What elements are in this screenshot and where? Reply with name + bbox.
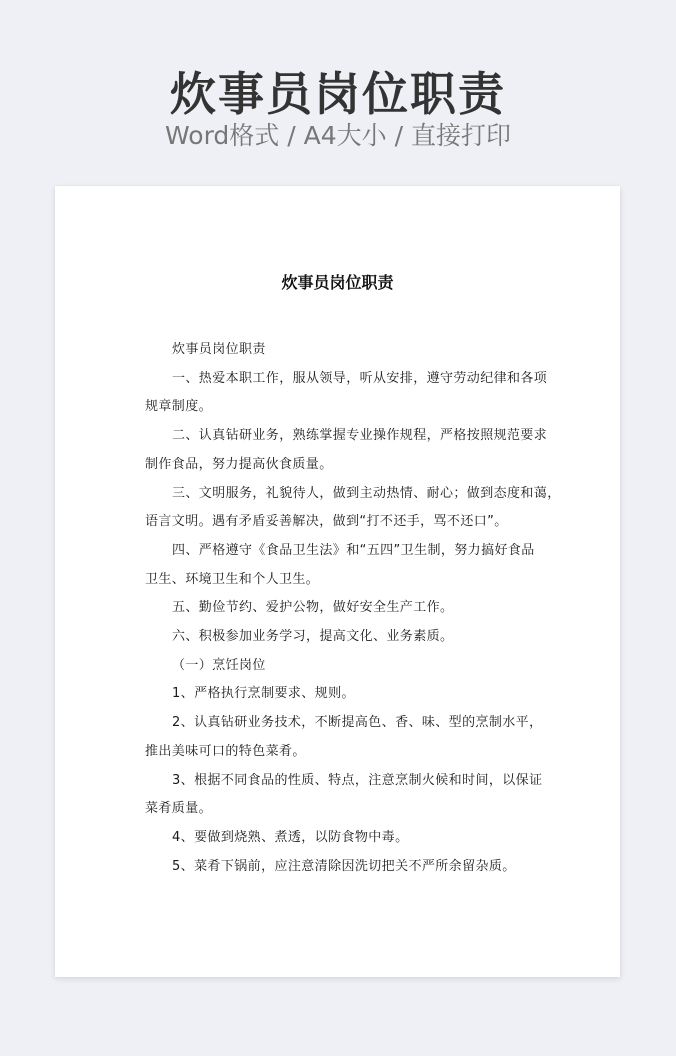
document-line: 四、严格遵守《食品卫生法》和“五四”卫生制，努力搞好食品 — [172, 542, 535, 558]
document-line: 规章制度。 — [145, 399, 213, 415]
document-line: 制作食品，努力提高伙食质量。 — [145, 456, 333, 472]
document-line: 六、积极参加业务学习，提高文化、业务素质。 — [172, 629, 454, 645]
document-line: 二、认真钻研业务，熟练掌握专业操作规程，严格按照规范要求 — [172, 428, 548, 444]
document-title: 炊事员岗位职责 — [281, 273, 394, 292]
document-line: 3、根据不同食品的性质、特点，注意烹制火候和时间，以保证 — [172, 772, 543, 788]
document-line: 三、文明服务，礼貌待人，做到主动热情、耐心；做到态度和蔼， — [172, 485, 561, 501]
document-line: 4、要做到烧熟、煮透，以防食物中毒。 — [172, 829, 409, 845]
banner-title: 炊事员岗位职责 — [170, 67, 506, 121]
document-line: 2、认真钻研业务技术，不断提高色、香、味、型的烹制水平， — [172, 715, 543, 731]
document-line: 5、菜肴下锅前，应注意清除因洗切把关不严所余留杂质。 — [172, 858, 516, 874]
document-line: 推出美味可口的特色菜肴。 — [145, 743, 306, 759]
document-line: 一、热爱本职工作，服从领导，听从安排，遵守劳动纪律和各项 — [172, 370, 548, 386]
document-line: 1、严格执行烹制要求、规则。 — [172, 686, 355, 702]
banner-subtitle: Word格式 / A4大小 / 直接打印 — [165, 121, 511, 150]
document-page — [55, 186, 620, 977]
document-line: 五、勤俭节约、爱护公物，做好安全生产工作。 — [172, 600, 454, 616]
document-line: 炊事员岗位职责 — [172, 342, 266, 357]
document-line: （一）烹饪岗位 — [172, 657, 266, 673]
document-line: 菜肴质量。 — [145, 801, 213, 817]
document-body — [145, 336, 561, 881]
document-line: 语言文明。遇有矛盾妥善解决，做到“打不还手，骂不还口”。 — [145, 514, 508, 530]
document-line: 卫生、环境卫生和个人卫生。 — [145, 571, 320, 587]
